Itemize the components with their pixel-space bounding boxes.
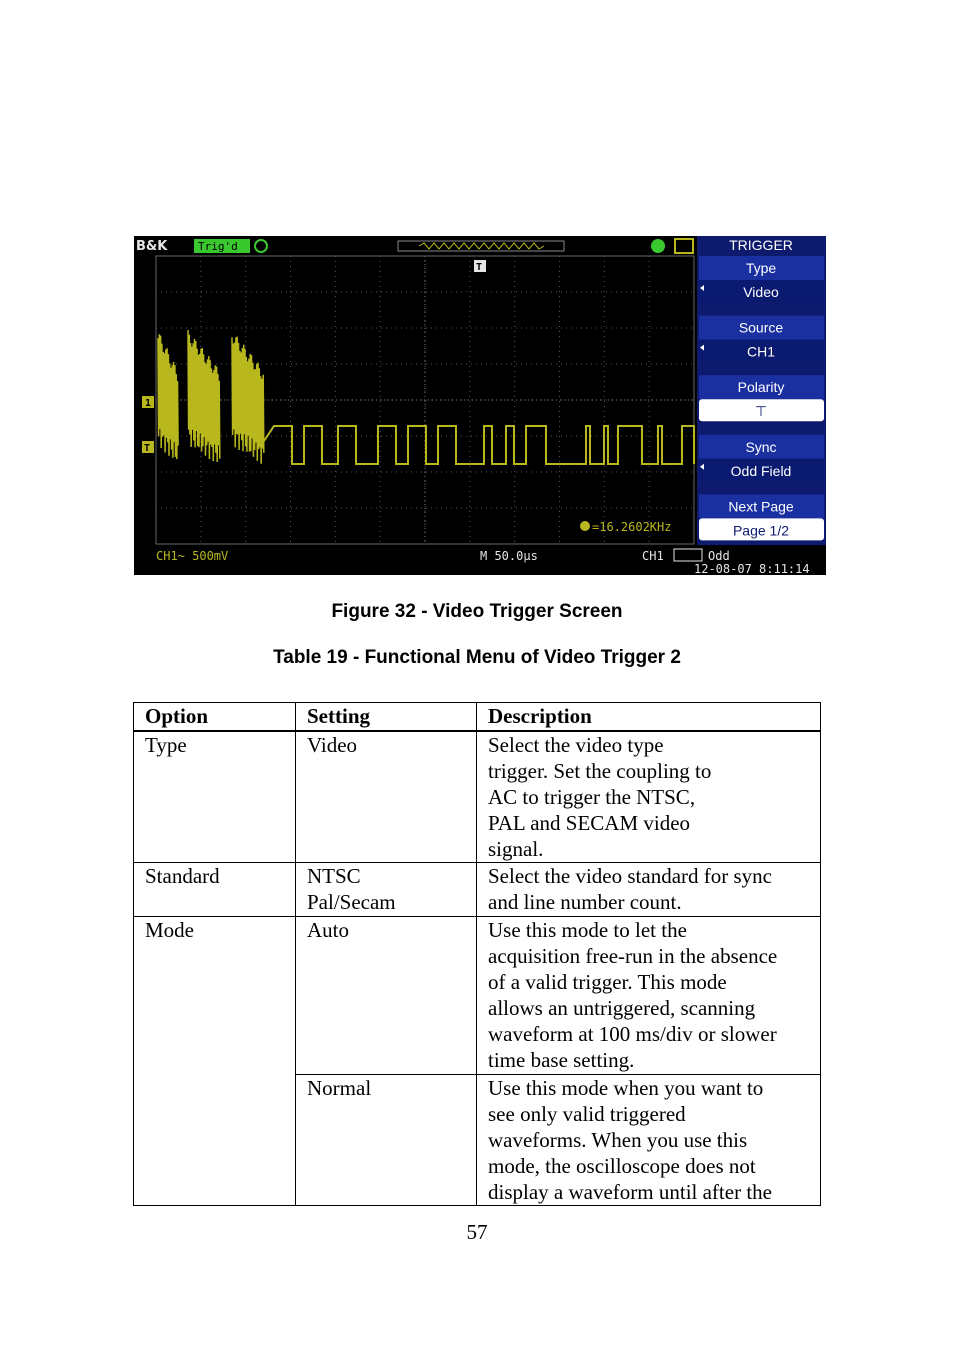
header-description: Description bbox=[477, 703, 821, 732]
menu-item-source[interactable] bbox=[699, 316, 824, 362]
description-cell: Select the video standard for sync and line number count. bbox=[477, 863, 821, 917]
table-caption: Table 19 - Functional Menu of Video Trigger 2 bbox=[273, 647, 681, 668]
video-trigger-menu-table bbox=[133, 702, 821, 1206]
timestamp: 12-08-07 8:11:14 bbox=[694, 562, 810, 575]
ch1-scale-readout: CH1~ 500mV bbox=[156, 549, 229, 563]
option-cell: Standard bbox=[134, 863, 296, 917]
menu-value: Page 1/2 bbox=[732, 522, 790, 539]
menu-value: CH1 bbox=[746, 343, 776, 360]
menu-label: Type bbox=[745, 260, 777, 276]
menu-label: Polarity bbox=[737, 379, 785, 396]
description-cell: Select the video type trigger. Set the coupling to AC to trigger the NTSC, PAL and SECAM video signal. bbox=[477, 731, 821, 863]
setting-cell: NTSC Pal/Secam bbox=[296, 863, 477, 917]
option-cell: Mode bbox=[134, 917, 296, 1206]
menu-value: Odd Field bbox=[730, 462, 792, 479]
trig-status-label: Trig'd bbox=[198, 240, 238, 253]
trigger-mode-icon bbox=[674, 549, 702, 561]
description-cell: Use this mode when you want to see only valid triggered waveforms. When you use this mode, the oscilloscope does not display a waveform until after the bbox=[477, 1075, 821, 1206]
trigger-menu bbox=[699, 256, 824, 540]
scope-display bbox=[134, 236, 826, 575]
setting-cell: Normal bbox=[296, 1075, 477, 1206]
setting-cell: Auto bbox=[296, 917, 477, 1075]
trigger-source-readout: CH1 bbox=[642, 549, 664, 563]
menu-title: TRIGGER bbox=[729, 237, 793, 253]
description-cell: Use this mode to let the acquisition free-run in the absence of a valid trigger. This mode allows an untriggered, scanning waveform at 100 ms/div or slower time base setting. bbox=[477, 917, 821, 1075]
trigger-mode-readout: Odd bbox=[708, 549, 730, 563]
frequency-readout: =16.2602KHz bbox=[592, 520, 672, 534]
header-setting: Setting bbox=[296, 703, 477, 732]
ch1-trace bbox=[158, 330, 694, 464]
timebase-readout: M 50.0μs bbox=[480, 549, 538, 563]
figure-caption: Figure 32 - Video Trigger Screen bbox=[331, 601, 623, 622]
option-cell: Type bbox=[134, 731, 296, 863]
table-row bbox=[134, 863, 821, 917]
brand-label: B&K bbox=[136, 239, 168, 254]
menu-value: Video bbox=[743, 284, 779, 300]
setting-cell: Video bbox=[296, 731, 477, 863]
menu-value: ⊤ bbox=[754, 403, 768, 420]
table-row bbox=[134, 731, 821, 863]
menu-item-sync[interactable] bbox=[699, 435, 824, 481]
menu-item-next-page[interactable] bbox=[699, 494, 824, 540]
usb-status-icon bbox=[651, 239, 665, 253]
frequency-icon bbox=[580, 521, 590, 531]
oscilloscope-screenshot bbox=[134, 236, 826, 575]
table-header-row bbox=[134, 703, 821, 732]
menu-label: Source bbox=[738, 319, 784, 336]
svg-text:T: T bbox=[476, 262, 483, 273]
menu-label: Sync bbox=[745, 438, 777, 455]
menu-item-polarity[interactable] bbox=[699, 375, 824, 421]
table-row bbox=[134, 917, 821, 1075]
svg-text:T: T bbox=[144, 443, 151, 454]
menu-label: Next Page bbox=[728, 498, 794, 515]
header-option: Option bbox=[134, 703, 296, 732]
page-number: 57 bbox=[466, 1220, 488, 1244]
menu-item-type[interactable] bbox=[699, 256, 824, 302]
svg-text:1: 1 bbox=[145, 398, 152, 409]
